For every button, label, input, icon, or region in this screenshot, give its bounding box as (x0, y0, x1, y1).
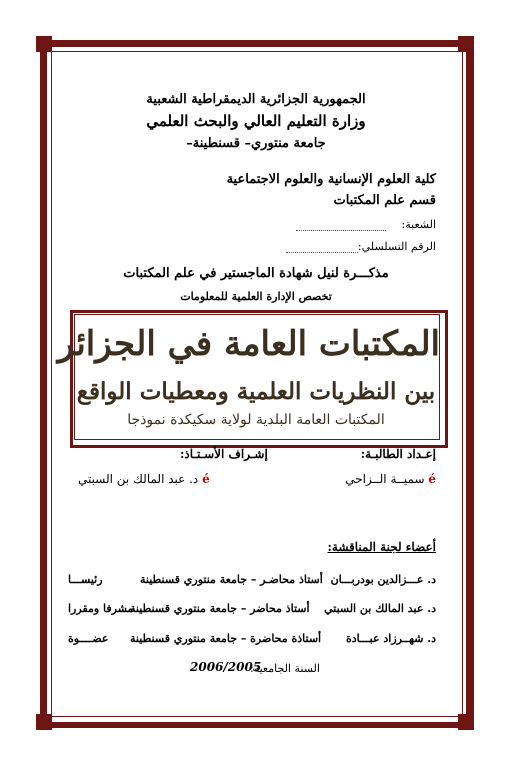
committee-member-name: د. عـــزالدين بودربـــان (330, 573, 436, 586)
supervisor-name: د. عبد المالك بن السبتي (78, 472, 199, 486)
frame-bar-top (36, 40, 474, 45)
committee-label: أعضاء لجنة المناقشة: (327, 540, 436, 554)
faculty-name: كلية العلوم الإنسانية والعلوم الاجتماعية (226, 172, 436, 187)
committee-member-title: أستاذ محاضـر – جامعة منتوري قسنطينة (140, 573, 323, 586)
committee-member-role: رئيســـا (68, 573, 103, 586)
student-entry (345, 472, 436, 486)
supervisor-entry (78, 472, 210, 486)
committee-member-role: مشرفا ومقررا (68, 602, 134, 615)
academic-year: 2006/2005 (190, 660, 262, 674)
academic-year-label: السنة الجامعية: (250, 662, 320, 675)
university-heading: جامعة منتوري– قسنطينة– (186, 136, 326, 151)
frame-bar-right (466, 36, 471, 730)
ministry-heading: وزارة التعليم العالي والبحث العلمي (146, 112, 366, 130)
supervisor-label: إشـراف الأسـتـاذ: (180, 447, 268, 461)
committee-member-title: أستاذ محاضر – جامعة منتوري قسنطينة (130, 602, 310, 615)
committee-member-name: د. شهــرزاد عبـــادة (345, 632, 436, 645)
student-name: سميــة الــزاحي (345, 472, 425, 486)
student-label: إعـداد الطالبـة: (360, 447, 436, 461)
student-marker-icon: é (428, 472, 436, 486)
serial-blank-line (286, 252, 358, 253)
republic-heading: الجمهورية الجزائرية الديمقراطية الشعبية (146, 92, 366, 107)
branch-blank-line (296, 230, 386, 231)
frame-bar-left (40, 36, 45, 730)
thesis-subtitle: بين النظريات العلمية ومعطيات الواقع (76, 378, 436, 405)
frame-bar-bottom (36, 722, 474, 727)
committee-member-title: أستاذة محاضرة – جامعة منتوري قسنطينة (130, 632, 322, 645)
serial-label: الرقم التسلسلي: (357, 240, 436, 253)
thesis-title: المكتبات العامة في الجزائر (57, 324, 440, 364)
department-name: قسم علم المكتبات (333, 193, 436, 208)
committee-member-name: د. عبد المالك بن السبتي (324, 602, 436, 615)
branch-label: الشعبة: (401, 218, 436, 231)
thesis-case-study: المكتبات العامة البلدية لولاية سكيكدة نموذجا (127, 412, 385, 428)
committee-member-role: عضــــوة (68, 632, 109, 645)
degree-statement: مذكـــرة لنيل شهادة الماجستير في علم المكتبات (123, 266, 389, 281)
specialty-line: تخصص الإدارة العلمية للمعلومات (180, 290, 332, 303)
supervisor-marker-icon: é (202, 472, 210, 486)
